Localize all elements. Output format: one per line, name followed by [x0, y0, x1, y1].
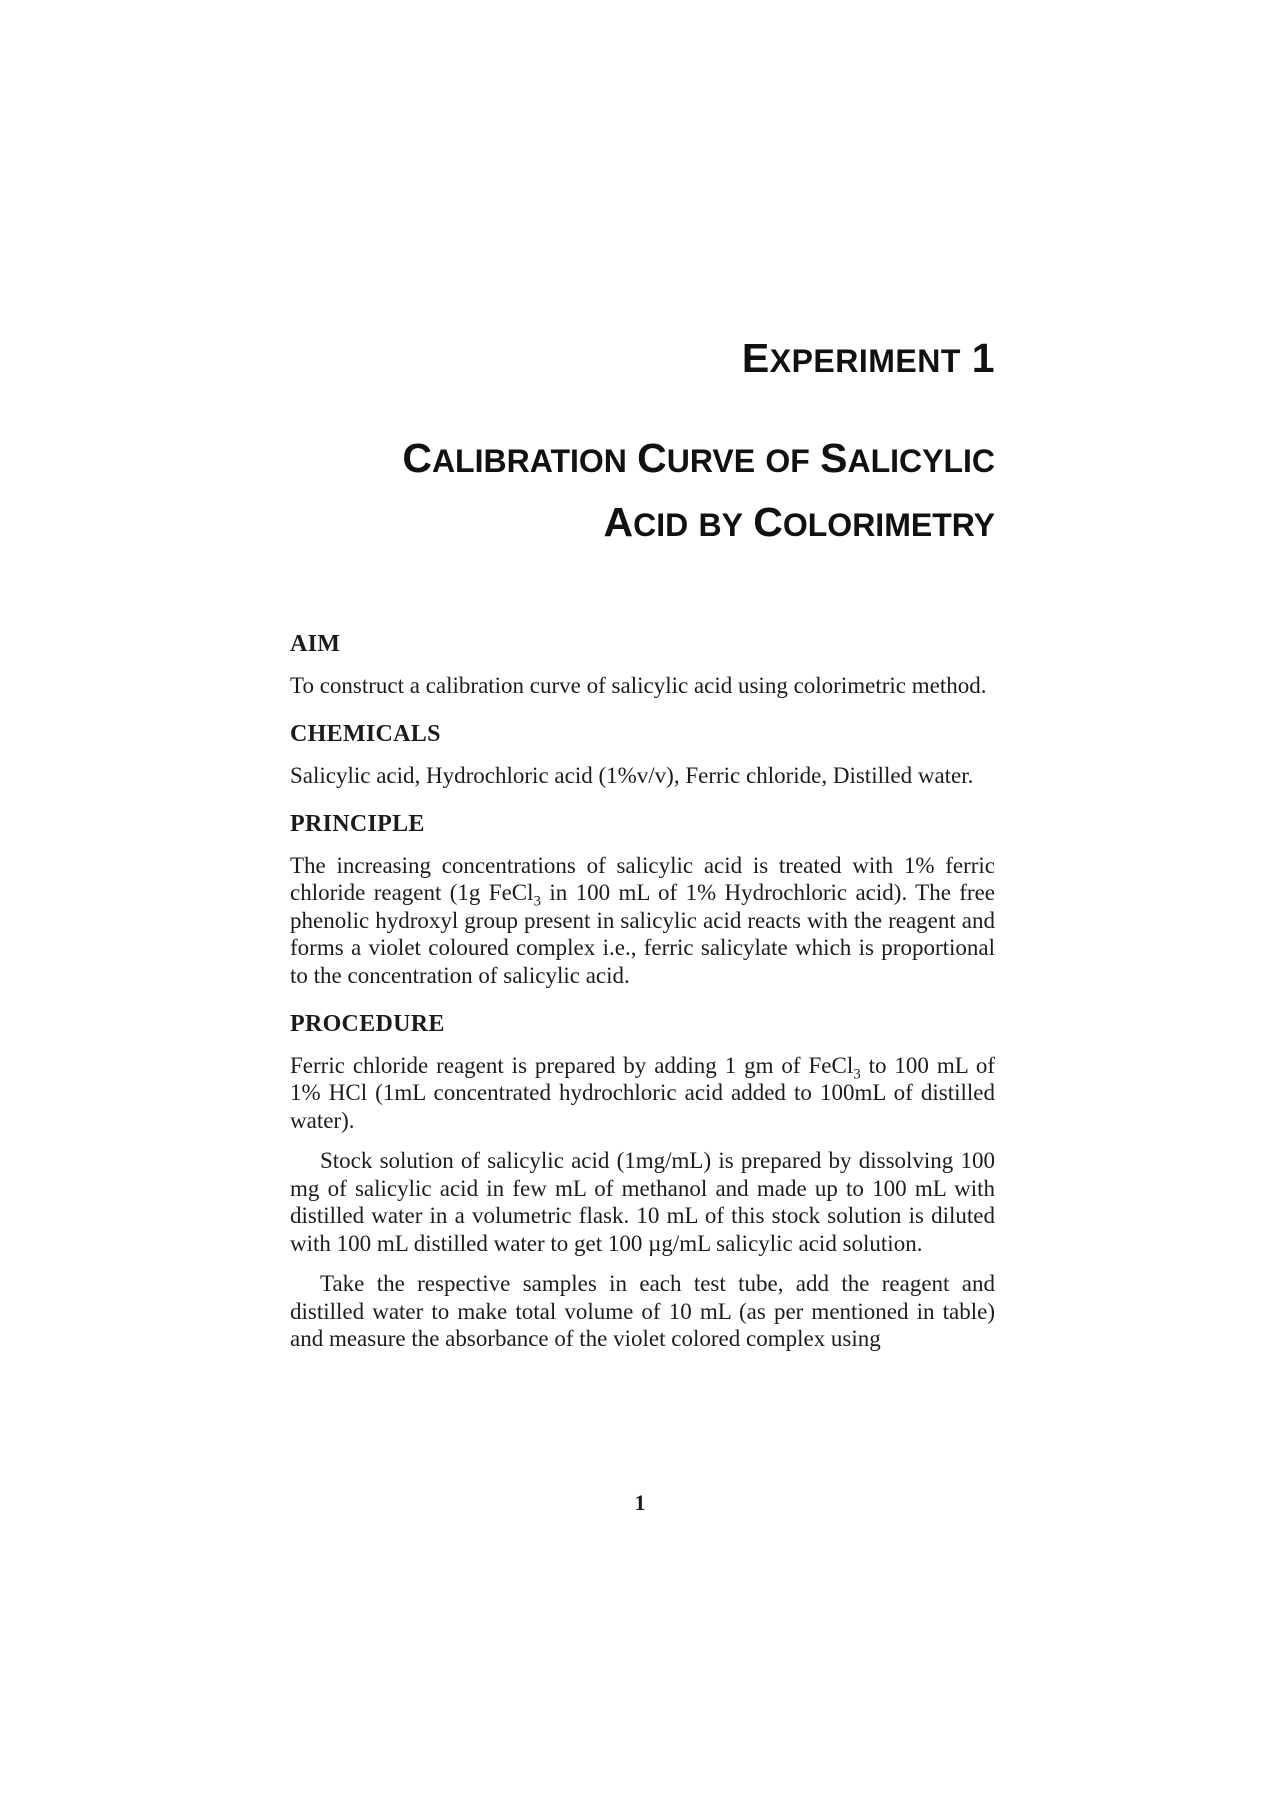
procedure-heading: PROCEDURE [290, 1011, 445, 1037]
principle-heading: PRINCIPLE [290, 811, 425, 837]
aim-heading: AIM [290, 631, 341, 657]
chapter-title-line-1: CALIBRATION CURVE OF SALICYLIC [402, 435, 995, 481]
procedure-paragraph-3: Take the respective samples in each test tube, add the reagent and distilled water to make total volume of 10 mL (as per mentioned in table) and measure the absorbance of the violet colored complex using [290, 1271, 995, 1351]
chemicals-heading: CHEMICALS [290, 721, 441, 747]
chapter-title-line-2: ACID BY COLORIMETRY [603, 499, 995, 545]
chapter-title [290, 428, 995, 556]
principle-text: The increasing concentrations of salicylic acid is treated with 1% ferric chloride reagent (1g FeCl$_3$ in 100 mL of 1% Hydrochloric acid). The free phenolic hydroxyl group present in salicylic acid reacts with the reagent and forms a violet coloured complex i.e., ferric salicylate which is proportional to the concentration of salicylic acid. [290, 852, 995, 988]
aim-text: To construct a calibration curve of salicylic acid using colorimetric method. [290, 672, 987, 698]
body-content [290, 631, 995, 1366]
procedure-paragraph-2: Stock solution of salicylic acid (1mg/mL) is prepared by dissolving 100 mg of salicylic acid in few mL of methanol and made up to 100 mL with distilled water in a volumetric flask. 10 mL of this stock solution is diluted with 100 mL distilled water to get 100 µg/mL salicylic acid solution. [290, 1148, 995, 1256]
procedure-paragraph-1: Ferric chloride reagent is prepared by adding 1 gm of FeCl$_3$ to 100 mL of 1% HCl (1mL concentrated hydrochloric acid added to 100mL of distilled water). [290, 1052, 995, 1133]
chemicals-text: Salicylic acid, Hydrochloric acid (1%v/v), Ferric chloride, Distilled water. [290, 762, 974, 788]
page-number: 1 [634, 1490, 646, 1515]
experiment-title: EXPERIMENT 1 [741, 335, 995, 381]
